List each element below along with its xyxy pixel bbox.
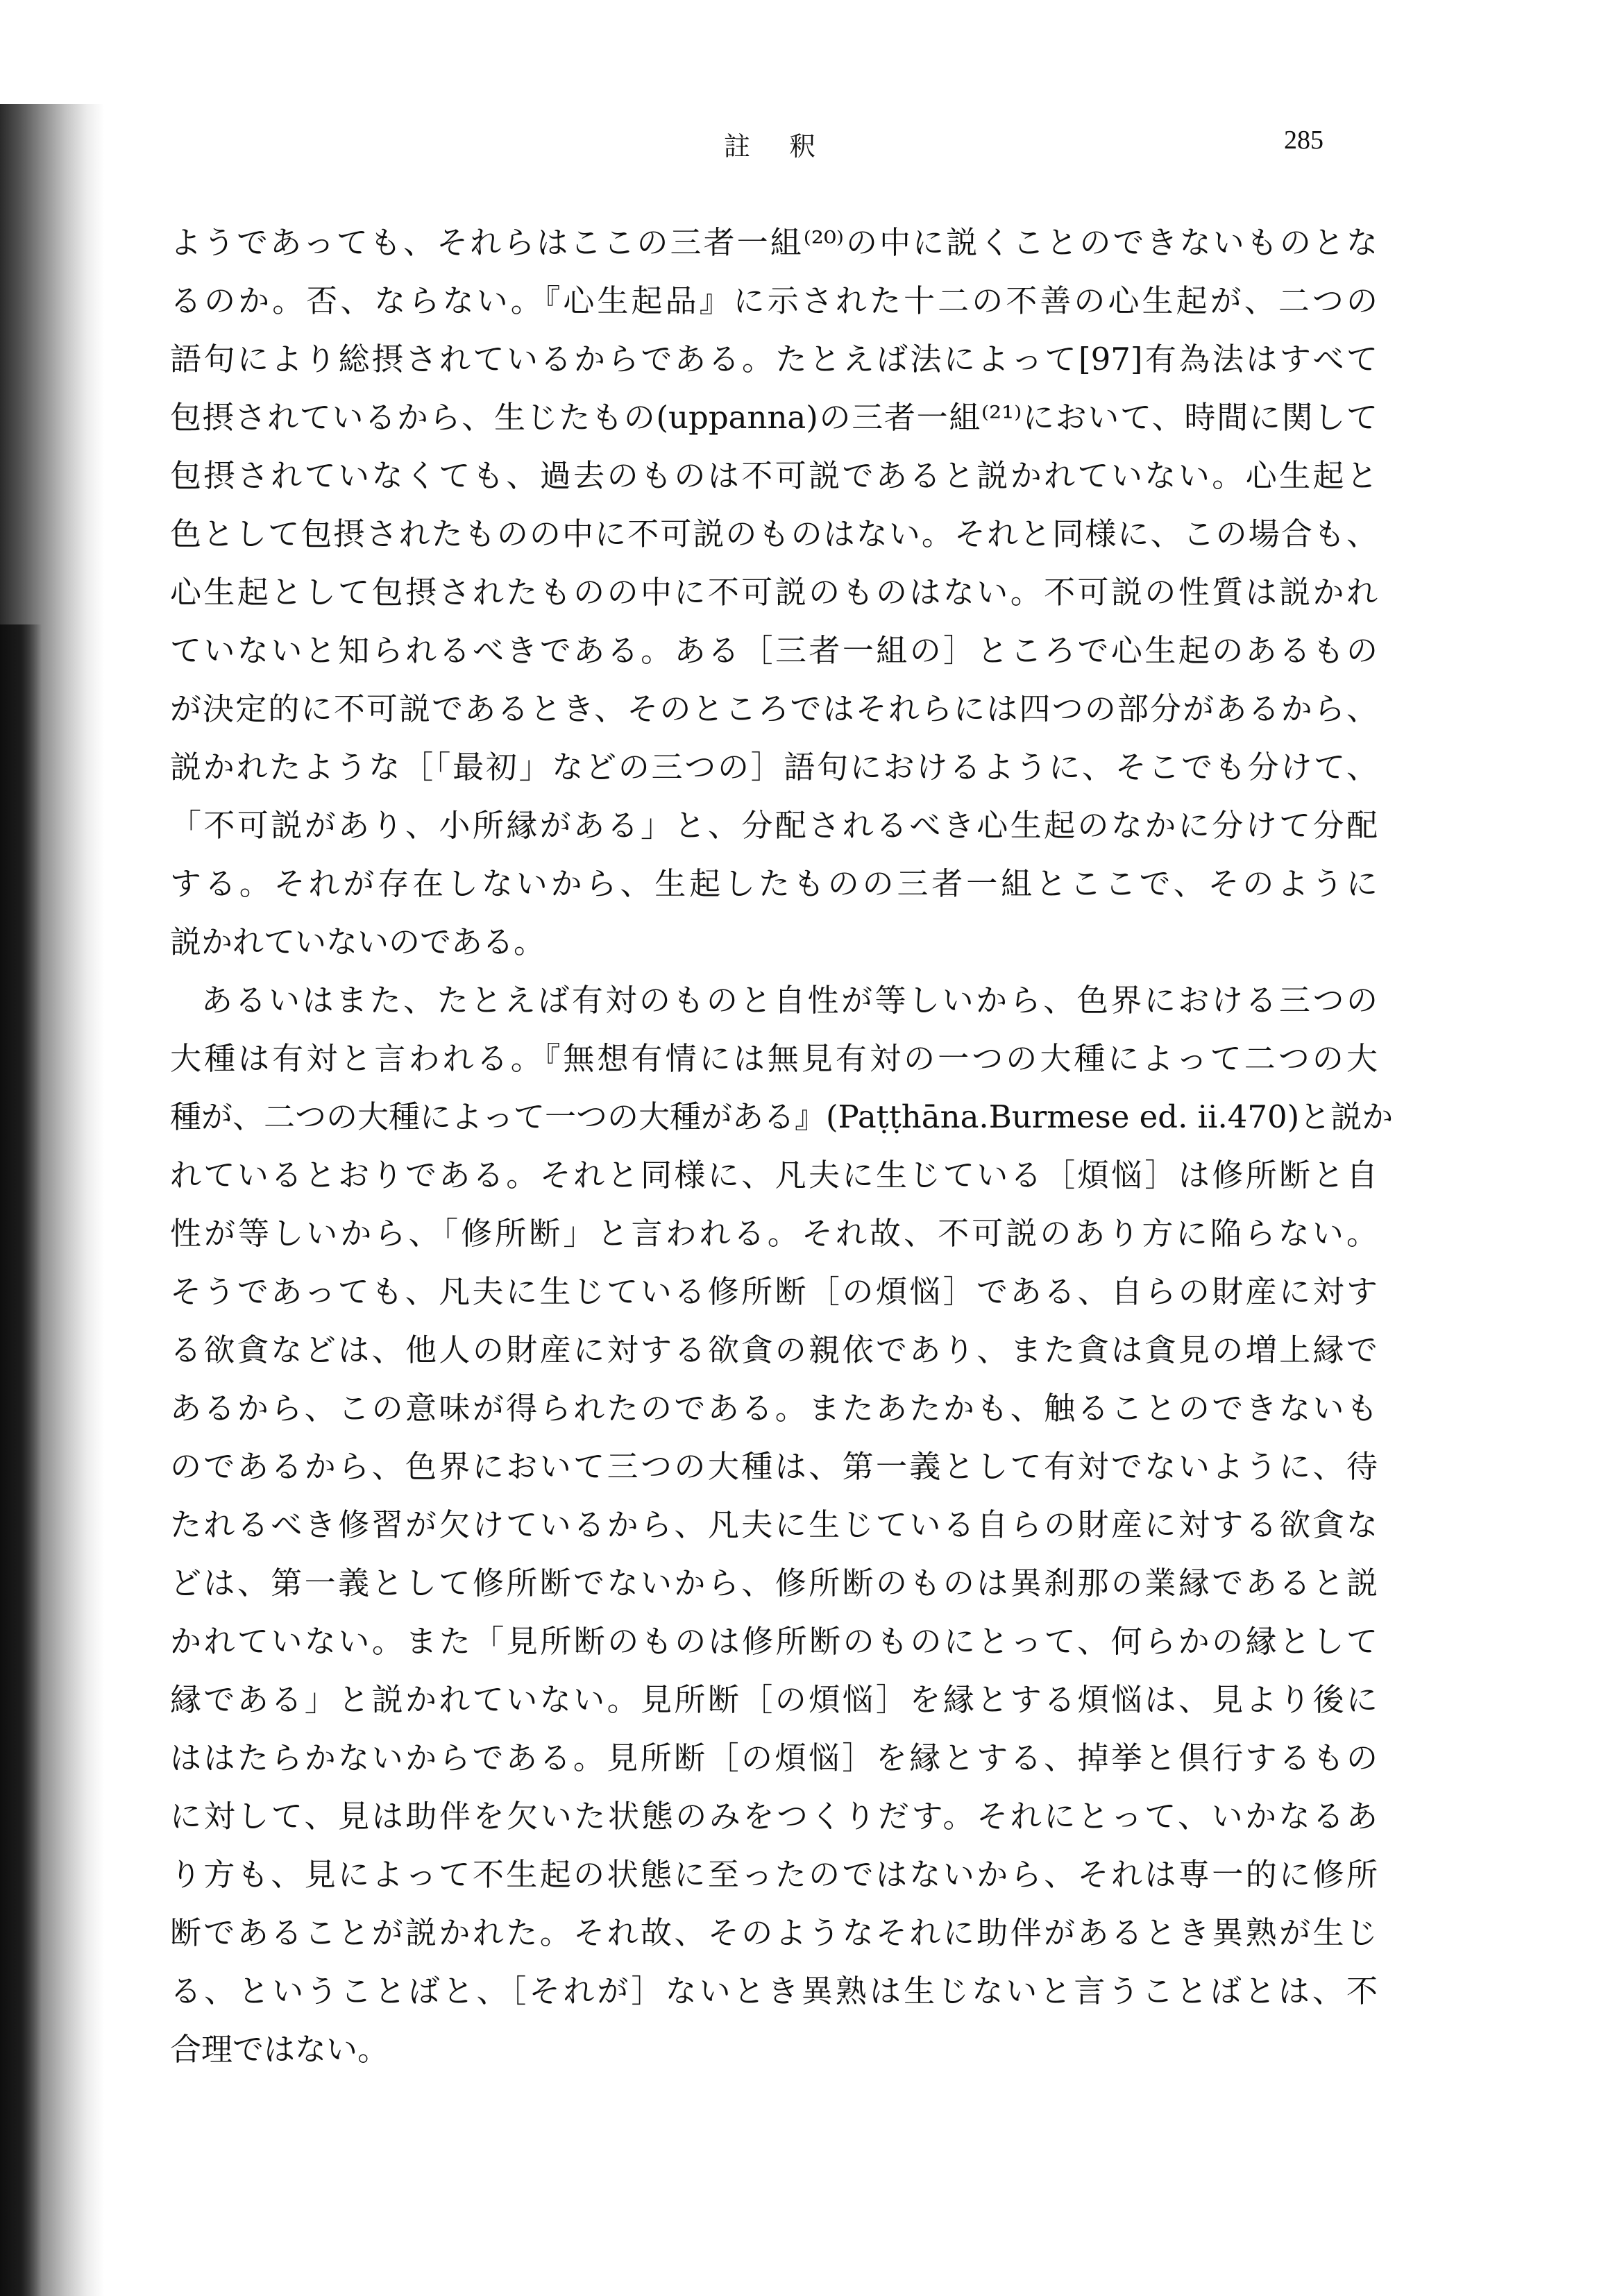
paragraph-1 <box>170 214 1378 971</box>
text-line: 心生起として包摂されたものの中に不可説のものはない。不可説の性質は説かれ <box>170 574 1378 611</box>
text-line: あるいはまた、たとえば有対のものと自性が等しいから、色界における三つの <box>201 982 1378 1019</box>
paragraph-2 <box>170 971 1394 2079</box>
text-line: り方も、見によって不生起の状態に至ったのではないから、それは専一的に修所 <box>170 1856 1378 1893</box>
text-line: のであるから、色界において三つの大種は、第一義として有対でないように、待 <box>170 1448 1378 1485</box>
text-line: 大種は有対と言われる。『無想有情には無見有対の一つの大種によって二つの大 <box>170 1040 1378 1077</box>
text-line: 合理ではない。 <box>170 2031 389 2068</box>
text-line: 色として包摂されたものの中に不可説のものはない。それと同様に、この場合も、 <box>170 516 1378 552</box>
text-line: 包摂されているから、生じたもの(uppanna)の三者一組⁽²¹⁾において、時間に関して <box>170 399 1378 436</box>
text-line: そうであっても、凡夫に生じている修所断［の煩悩］である、自らの財産に対す <box>170 1273 1378 1310</box>
text-line: 断であることが説かれた。それ故、そのようなそれに助伴があるとき異熟が生じ <box>170 1914 1378 1951</box>
text-line: かれていない。また「見所断のものは修所断のものにとって、何らかの縁として <box>170 1623 1378 1660</box>
text-line: 包摂されていなくても、過去のものは不可説であると説かれていない。心生起と <box>170 457 1378 494</box>
text-line: ははたらかないからである。見所断［の煩悩］を縁とする、掉挙と倶行するもの <box>170 1740 1378 1776</box>
text-line: る、ということばと、［それが］ないとき異熟は生じないと言うことばとは、不 <box>170 1973 1378 2009</box>
text-line: 縁である」と説かれていない。見所断［の煩悩］を縁とする煩悩は、見より後に <box>170 1681 1378 1718</box>
text-line: に対して、見は助伴を欠いた状態のみをつくりだす。それにとって、いかなるあ <box>170 1798 1378 1835</box>
text-line: どは、第一義として修所断でないから、修所断のものは異刹那の業縁であると説 <box>170 1565 1378 1601</box>
body-text <box>170 214 1394 2079</box>
text-line: あるから、この意味が得られたのである。またあたかも、触ることのできないも <box>170 1390 1378 1427</box>
text-line: ようであっても、それらはここの三者一組⁽²⁰⁾の中に説くことのできないものとな <box>170 224 1378 261</box>
text-line: る欲貪などは、他人の財産に対する欲貪の親依であり、また貪は貪見の増上縁で <box>170 1332 1378 1368</box>
text-line: るのか。否、ならない。『心生起品』に示された十二の不善の心生起が、二つの <box>170 282 1378 319</box>
running-head-title: 註 釈 <box>723 131 831 162</box>
text-line: する。それが存在しないから、生起したものの三者一組とここで、そのように <box>170 865 1378 902</box>
text-line: 種が、二つの大種によって一つの大種がある』(Paṭṭhāna.Burmese ed. ii.470)と説か <box>170 1098 1394 1135</box>
text-line: 性が等しいから、「修所断」と言われる。それ故、不可説のあり方に陥らない。 <box>170 1215 1378 1252</box>
text-line: が決定的に不可説であるとき、そのところではそれらには四つの部分があるから、 <box>170 690 1378 727</box>
text-line: 説かれていないのである。 <box>170 924 545 960</box>
running-head <box>0 125 1624 167</box>
text-line: たれるべき修習が欠けているから、凡夫に生じている自らの財産に対する欲貪な <box>170 1506 1378 1543</box>
text-line: 語句により総摂されているからである。たとえば法によって[97]有為法はすべて <box>170 341 1378 377</box>
page-number: 285 <box>1284 126 1323 155</box>
text-line: 説かれたような［「最初」などの三つの］語句におけるように、そこでも分けて、 <box>170 749 1378 785</box>
binding-edge <box>0 624 42 2296</box>
text-line: ていないと知られるべきである。ある［三者一組の］ところで心生起のあるもの <box>170 632 1378 669</box>
text-line: れているとおりである。それと同様に、凡夫に生じている［煩悩］は修所断と自 <box>170 1157 1378 1193</box>
text-line: 「不可説があり、小所縁がある」と、分配されるべき心生起のなかに分けて分配 <box>170 807 1378 844</box>
